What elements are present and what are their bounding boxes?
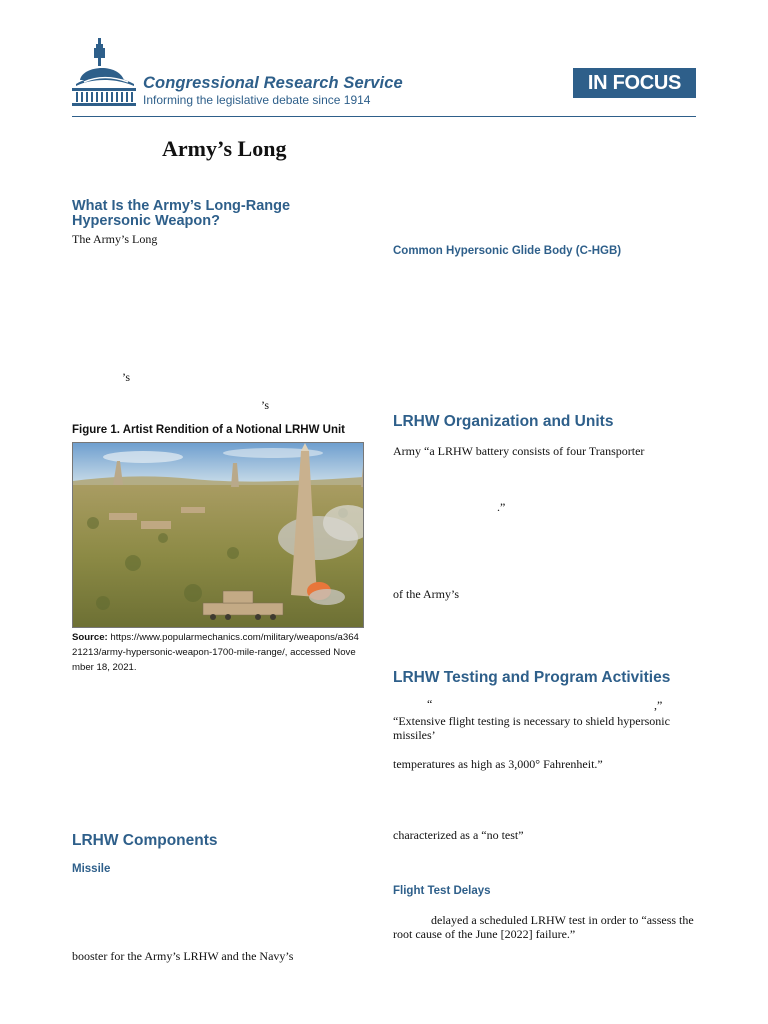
org-text: .” xyxy=(497,500,506,514)
intro-text: The Army’s Long xyxy=(72,232,158,246)
capitol-dome-icon xyxy=(72,36,138,110)
text-fragment: ’s xyxy=(122,370,131,384)
header-divider xyxy=(72,116,696,117)
quote-mark: ,” xyxy=(654,698,663,712)
lrhw-illustration xyxy=(73,443,363,627)
lrhw-artist-rendition-image xyxy=(72,442,364,628)
in-focus-badge: IN FOCUS xyxy=(573,68,696,98)
figure-source xyxy=(72,630,362,675)
heading-testing-program: LRHW Testing and Program Activities xyxy=(393,669,671,686)
testing-text: “Extensive flight testing is necessary to shield hypersonic missiles’ xyxy=(393,714,670,742)
org-tagline: Informing the legislative debate since 1914 xyxy=(143,93,371,107)
text-fragment: ’s xyxy=(261,398,270,412)
heading-organization-units: LRHW Organization and Units xyxy=(393,413,614,430)
document-title: Army’s Long xyxy=(162,136,287,161)
org-text: Army “a LRHW battery consists of four Transporter xyxy=(393,444,645,458)
org-text: of the Army’s xyxy=(393,587,459,601)
figure-source-link[interactable]: https://www.popularmechanics.com/military/weapons/a36421213/army-hypersonic-weapon-1700-mile-range/, accessed November 18, 2021. xyxy=(72,632,359,673)
booster-text: booster for the Army’s LRHW and the Navy’s xyxy=(72,949,294,963)
testing-text: characterized as a “no test” xyxy=(393,828,524,842)
subheading-missile: Missile xyxy=(72,863,111,875)
heading-what-is-lrhw: What Is the Army’s Long-Range Hypersonic Weapon? xyxy=(72,198,291,229)
crs-logo xyxy=(72,36,138,110)
subheading-flight-test-delays: Flight Test Delays xyxy=(393,885,491,897)
quote-mark: “ xyxy=(427,697,433,711)
subheading-c-hgb: Common Hypersonic Glide Body (C-HGB) xyxy=(393,245,622,257)
figure-caption: Figure 1. Artist Rendition of a Notional LRHW Unit xyxy=(72,424,346,436)
testing-text: temperatures as high as 3,000° Fahrenheit.” xyxy=(393,757,603,771)
figure-source-label: Source: xyxy=(72,632,108,643)
delay-text: delayed a scheduled LRHW test in order to “assess the root cause of the June [2022] failure.” xyxy=(393,913,694,941)
org-name: Congressional Research Service xyxy=(143,74,403,92)
heading-lrhw-components: LRHW Components xyxy=(72,832,218,849)
